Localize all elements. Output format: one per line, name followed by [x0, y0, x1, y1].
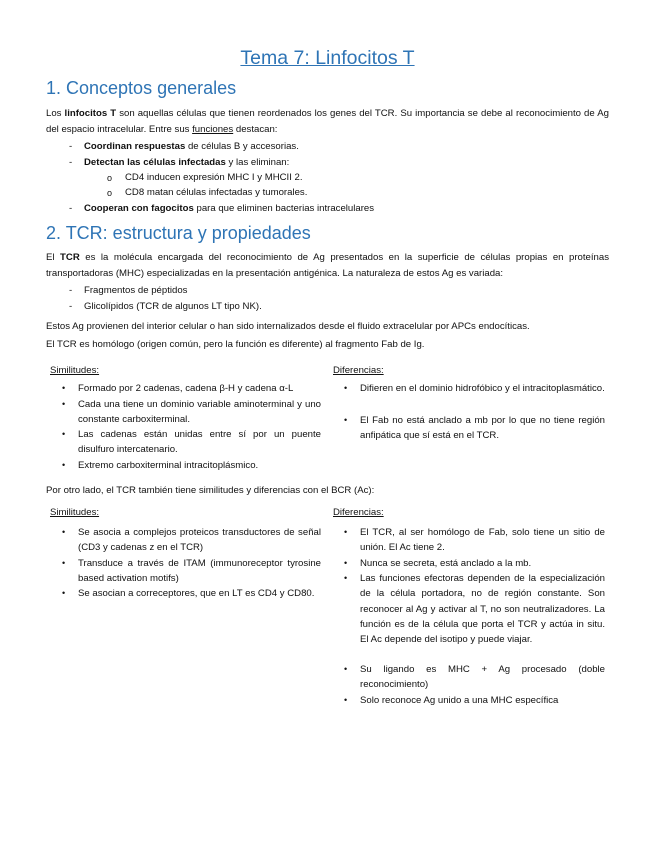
table-2-similitudes-header: Similitudes: [50, 507, 100, 518]
table-2-left-item: • Transduce a través de ITAM (immunoreceptor tyrosine based activation motifs) [62, 558, 321, 585]
section-2-paragraph-2: Estos Ag provienen del interior celular o han sido internalizados desde el fluido extracelular por APCs endocíticas. [46, 321, 530, 332]
table-1-left-item: • Extremo carboxiterminal intracitoplásmico. [62, 460, 259, 471]
section-1-heading: 1. Conceptos generales [46, 78, 237, 98]
table-2-right-item: • Su ligando es MHC + Ag procesado (doble reconocimiento) [344, 664, 605, 691]
section-2-heading: 2. TCR: estructura y propiedades [46, 223, 311, 243]
list-item-coordinan: - Coordinan respuestas de células B y accesorias. [69, 141, 299, 152]
document-title: Tema 7: Linfocitos T [240, 47, 415, 69]
table-2-right-item: • Las funciones efectoras dependen de la especialización de la célula portadora, no de región constante. Son reconocer al Ag y activar al T, no son neutralizadores. La función es de la célula que porta el TCR y actúa in situ. El Ac depende del isotipo y puede viajar. [344, 573, 605, 646]
table-2-right-item: • Solo reconoce Ag unido a una MHC específica [344, 695, 559, 706]
list-item-detectan: - Detectan las células infectadas y las eliminan: [69, 157, 290, 168]
table-2-diferencias-header: Diferencias: [333, 507, 384, 518]
list-item-cooperan: - Cooperan con fagocitos para que eliminen bacterias intracelulares [69, 203, 375, 214]
section-2-paragraph-3: El TCR es homólogo (origen común, pero la función es diferente) al fragmento Fab de Ig. [46, 339, 425, 350]
table-1-left-item: • Formado por 2 cadenas, cadena β-H y cadena α-L [62, 383, 294, 394]
table-1-similitudes-header: Similitudes: [50, 365, 100, 376]
sub-item-cd8: o CD8 matan células infectadas y tumorales. [107, 187, 308, 198]
table-1-left-item: • Las cadenas están unidas entre sí por un puente disulfuro intercatenario. [62, 429, 321, 456]
table-2-left-item: • Se asocia a complejos proteicos transductores de señal (CD3 y cadenas z en el TCR) [62, 527, 321, 554]
list-item-fragmentos: - Fragmentos de péptidos [69, 285, 188, 296]
table-1-right-item: • Difieren en el dominio hidrofóbico y el intracitoplasmático. [344, 383, 605, 394]
table-2-right-item: • El TCR, al ser homólogo de Fab, solo tiene un sitio de unión. El Ac tiene 2. [344, 527, 605, 554]
section-2-paragraph-4: Por otro lado, el TCR también tiene similitudes y diferencias con el BCR (Ac): [46, 485, 375, 496]
table-1-left-item: • Cada una tiene un dominio variable aminoterminal y uno constante carboxiterminal. [62, 399, 321, 426]
section-1-intro: Los linfocitos T son aquellas células que tienen reordenados los genes del TCR. Su importancia se debe al reconocimiento de Ag del espacio intracelular. Entre sus funciones destacan: [46, 108, 610, 135]
table-2-left-item: • Se asocian a correceptores, que en LT es CD4 y CD80. [62, 588, 315, 599]
table-2-right-item: • Nunca se secreta, está anclado a la mb. [344, 558, 532, 569]
section-2-paragraph-1: El TCR es la molécula encargada del reconocimiento de Ag presentados en la superficie de células propias en proteínas transportadoras (MHC) especializadas en la presentación antigénica. La naturaleza de estos Ag es variada: [46, 252, 609, 279]
list-item-glicolipidos: - Glicolípidos (TCR de algunos LT tipo NK). [69, 301, 262, 312]
table-1-right-item: • El Fab no está anclado a mb por lo que no tiene región anfipática que sí está en el TCR. [344, 415, 605, 442]
table-1-diferencias-header: Diferencias: [333, 365, 384, 376]
sub-item-cd4: o CD4 inducen expresión MHC I y MHCII 2. [107, 172, 303, 183]
